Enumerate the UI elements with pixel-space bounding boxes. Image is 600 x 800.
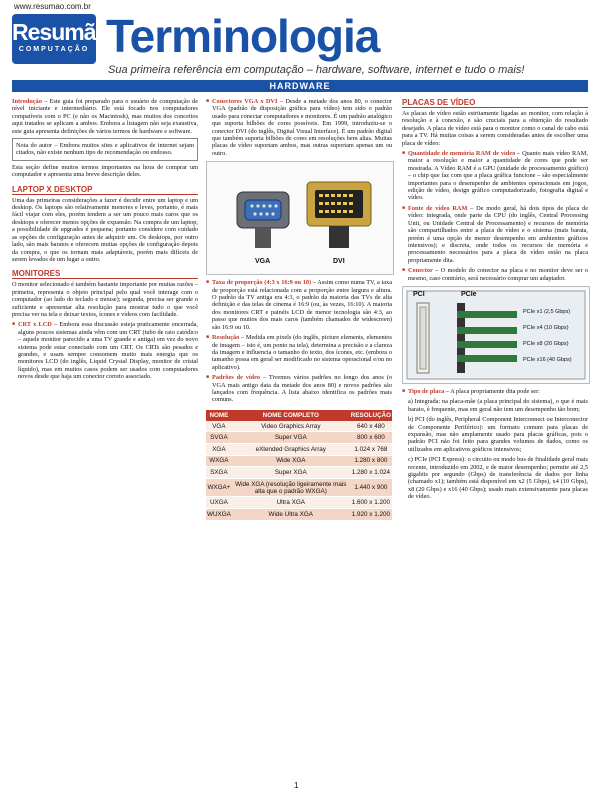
aspect-lead: Taxa de proporção (4:3 x 16:9 ou 10) <box>212 279 312 287</box>
slot-label: PCIe x4 (10 Gbps) <box>523 324 569 331</box>
connectors-image <box>206 161 394 275</box>
intro-paragraph <box>12 98 198 135</box>
card-type-lead: Tipo de placa <box>408 387 445 395</box>
table-cell: 1.920 x 1.200 <box>350 508 392 520</box>
resolution-table <box>206 410 392 521</box>
standards-lead: Padrões de vídeo <box>212 374 261 382</box>
logo-sub-text: COMPUTAÇÃO <box>18 46 90 53</box>
connector-text: – O modelo do conector na placa e no monitor deve ser o mesmo, caso contrário, será necessário comprar um adaptador. <box>408 267 588 282</box>
monitors-heading: MONITORES <box>12 269 198 279</box>
table-header: RESOLUÇÃO <box>350 411 391 419</box>
table-header: NOME <box>206 410 232 421</box>
crt-text: – Embora essa discussão esteja praticamente encerrada, alguns poucos sistemas ainda vêm com um CRT (tubo de raio catódico – aquele monitor parecido a uma TV grande e antiga) em vez do novo sistema pode estar conectado com um CRT. Os CRTs são pesados e grandes, e usam sempre consomem muito mais energia que os monitores LCD (do inglês, Liquid Crystal Display, monitor de cristal líquido), mas em muitos casos podem ser usados com computadores novos desde que haja um conector correto associado. <box>18 321 198 381</box>
aspect-text: – Assim como numa TV, a taxa de proporção está relacionada com a proporção entre largura e altura. O padrão da TV antiga era 4:3, o padrão da maioria das TVs de alta definição e das telas de cinema é 16:9 (ou, às vezes, 16:10). A maioria dos monitores CRT e painéis LCD de menor tecnologia são 4:3, ao passo que muitos dos mais caros (também chamados de widescreen) são 16:9 ou 10. <box>212 279 392 331</box>
pcie-label: PCIe <box>461 290 477 298</box>
table-cell: WUXGA <box>206 508 232 520</box>
pci-slots-illustration <box>403 287 589 383</box>
dvi-label: DVI <box>333 258 345 266</box>
section-bar: HARDWARE <box>12 80 588 92</box>
table-row <box>206 508 392 520</box>
laptop-heading: LAPTOP X DESKTOP <box>12 185 198 195</box>
table-cell: 1.280 x 1.024 <box>350 467 392 479</box>
slot-label: PCIe x1 (2,5 Gbps) <box>523 308 571 315</box>
video-cards-paragraph: As placas de vídeo estão estritamente ligadas ao monitor, com relação à resolução e à conexão, e são cruciais para a obtenção do resultado desejado. A placa de vídeo está para o monitor como o canal de cabo está para a TV. Há muitas coisas a serem consideradas antes de escolher uma placa de vídeo: <box>402 110 588 147</box>
column-3 <box>402 98 588 504</box>
card-type-a: a) Integrada: na placa-mãe (a placa principal do sistema), o que é mais barato, é frequente, mas em geral não tem um desempenho tão bom; <box>408 398 588 413</box>
vram-source-text: – De modo geral, há dois tipos de placa de vídeo: integrada, onde parte da CPU (do inglês, Central Processing Unit, ou Unidade Central de Processamento) e recursos de memória são compartilhados entre a placa de vídeo e o sistema (mais barata, porém é uma opção de menor desempenho em ambientes gráficos intensivos); e discreta, onde todos os recursos de memória e processamento necessários para a placa de vídeo estão na placa propriamente dita. <box>408 204 589 264</box>
connectors-lead: Conectores VGA x DVI <box>212 98 278 105</box>
site-url: www.resumao.com.br <box>14 2 91 11</box>
table-header: NOME COMPLETO <box>232 410 350 421</box>
table-row <box>206 421 392 432</box>
table-cell: VGA <box>206 421 232 432</box>
laptop-paragraph: Uma das primeiras considerações a fazer é decidir entre um laptop e um desktop. Os laptops são relativamente menores e leves, portanto, é mais fácil viajar com eles, porém tendem a ser um pouco mais caros que os desktops e oferecer menos opções de expansão. Na compra de um laptop, a possibilidade de upgrades é pequena; portanto considere com cuidado as opções de configuração antes de adquirir um. Os desktops, por outro lado, são mais baratos e oferecem muitas opções de configuração depois da compra, o que os tornam mais adaptáveis, porém mais difíceis de serem levados de um lugar a outro. <box>12 196 198 263</box>
table-cell: 800 x 600 <box>350 432 392 444</box>
logo-main-text: Resumão <box>12 19 109 45</box>
table-cell: Wide Ultra XGA <box>232 508 350 520</box>
table-cell: Ultra XGA <box>232 497 350 509</box>
table-row <box>206 455 392 467</box>
resolution-item <box>206 334 392 371</box>
table-cell: 1.440 x 900 <box>350 478 392 497</box>
table-header-row <box>206 410 392 421</box>
monitors-paragraph: O monitor selecionado é também bastante importante por muitas razões – primeira, representa o objeto principal pelo qual você interage com o computador (ao lado do teclado e mouse); segunda, precisa ser grande o suficiente e apresentar alta resolução para mostrar tudo o que você precisa ver na tela e deixar textos, ícones e vídeos com facilidade. <box>12 281 198 318</box>
standards-item <box>206 374 392 404</box>
table-cell: Wide XGA <box>232 455 350 467</box>
table-cell: 1.280 x 800 <box>350 455 392 467</box>
table-cell: Super XGA <box>232 467 350 479</box>
aspect-item <box>206 279 392 331</box>
vram-source-lead: Fonte de vídeo RAM <box>408 204 468 212</box>
table-cell: SVGA <box>206 432 232 444</box>
crt-item <box>12 321 198 380</box>
vram-item <box>402 150 588 202</box>
column-1 <box>12 98 198 384</box>
slot-label: PCIe x16 (40 Gbps) <box>523 356 572 363</box>
page-subtitle: Sua primeira referência em computação – hardware, software, internet e tudo o mais! <box>108 64 525 76</box>
table-cell: XGA <box>206 443 232 455</box>
slot-label: PCIe x8 (20 Gbps) <box>523 340 569 347</box>
table-cell: Super VGA <box>232 432 350 444</box>
table-cell: eXtended Graphics Array <box>232 443 350 455</box>
table-cell: Wide XGA (resolução ligeiramente mais alta que o padrão WXGA) <box>232 478 350 497</box>
card-type-c: c) PCIe (PCI Express): o circuito ou modo bus de finalidade geral mais recente, introduzido em 2002, e de maior desempenho; permite até 2,5 gigabits por segundo (Gbps) de transferência de dados por linha (chamado x1); também está disponível em x2 (5 Gbps), x4 (10 Gbps), x8 (20 Gbps) e x16 (40 Gbps); usado mais extensivamente para placas de vídeo. <box>408 456 588 501</box>
table-cell: WXGA+ <box>206 478 232 497</box>
table-row <box>206 443 392 455</box>
column-2 <box>206 98 392 521</box>
video-cards-heading: PLACAS DE VÍDEO <box>402 98 588 108</box>
author-note: Nota do autor – Embora muitos sites e aplicativos de internet sejam citados, não existe nenhum tipo de recomendação ou endosso. <box>12 138 198 161</box>
table-row <box>206 432 392 444</box>
intro-text: – Este guia foi preparado para o usuário de computação de nível iniciante e intermediário. Ele está focado nos computadores compatíveis com o PC (e não os Macintosh), mas muitos dos conceitos aqui tratados se aplicam a ambos. Embora a listagem não seja exaustiva, este guia apresenta definições de vários termos de hardware e software. <box>12 98 198 135</box>
table-cell: 1.024 x 768 <box>350 443 392 455</box>
connectors-text: – Desde a metade dos anos 80, o conector VGA (padrão de disposição gráfica para vídeo) tem sido o padrão usado para conectar computadores e monitores. É um padrão analógico que suporta bilhões de cores possíveis. Em 1999, introduziu-se o conector DVI (do inglês, Digital Visual Interface). É um padrão digital que também suporta bilhões de cores em resoluções bem altas. Muitas placas de vídeo suportam ambos, mas outras suportam apenas um ou outro. <box>212 98 392 157</box>
card-type-b: b) PCI (do inglês, Peripheral Component Interconnect ou Interconector de Componente Periférico): um formato comum para placas de expansão, mas não amplamente usado para placas gráficas, pois o padrão PCI não foi feito para grandes volumes de dados, como os utilizados em aplicativos gráficos intensivos; <box>408 416 588 453</box>
table-row <box>206 467 392 479</box>
table-row <box>206 497 392 509</box>
card-type-item <box>402 388 588 395</box>
page-number: 1 <box>294 781 299 790</box>
vga-label: VGA <box>255 258 271 266</box>
resolution-lead: Resolução <box>212 334 240 342</box>
vga-dvi-illustration <box>207 162 393 274</box>
table-cell: UXGA <box>206 497 232 509</box>
vram-source-item <box>402 205 588 264</box>
connector-lead: Conector <box>408 267 433 275</box>
table-row <box>206 478 392 497</box>
pci-label: PCI <box>413 290 425 298</box>
crt-lead: CRT x LCD <box>18 321 52 329</box>
resolution-text: – Medida em pixels (do inglês, picture elements, elementos de imagem – isto é, um ponto na tela), determina a precisão e a clareza da imagem e influencia o tamanho do texto, dos ícones, etc. (embora o tamanho possa em geral ser modificado no sistema operacional e/ou no aplicativo). <box>212 334 392 371</box>
standards-text: – Tivemos vários padrões no longo dos anos (o VGA mais antigo data da metade dos anos 80) e novos padrões são lançados com frequência. A lista abaixo identifica os padrões mais comuns. <box>212 374 392 404</box>
table-cell: Video Graphics Array <box>232 421 350 432</box>
page-title: Terminologia <box>106 10 380 62</box>
vram-lead: Quantidade de memória RAM de vídeo <box>408 150 516 158</box>
table-cell: SXGA <box>206 467 232 479</box>
table-cell: WXGA <box>206 455 232 467</box>
intro-lead: Introdução <box>12 98 42 105</box>
table-cell: 640 x 480 <box>350 421 392 432</box>
intro2-paragraph: Esta seção define muitos termos importantes na hora de comprar um computador e apresenta uma breve descrição deles. <box>12 163 198 179</box>
vram-text: – Quanto mais vídeo RAM, maior a resolução e maior a quantidade de cores que pode ser mostrada. A Vídeo RAM é a GPU (unidade de processamento gráfico) – o chip que faz com que a placa gráfica funcione – são especialmente importantes para o desempenho de ambientes operacionais em jogos, edição de vídeo, design gráfico computadorizado, fotografia digital e vídeo. <box>408 150 588 202</box>
resumao-logo <box>12 14 109 64</box>
connector-item <box>402 267 588 282</box>
pci-slots-image <box>402 286 590 384</box>
card-type-text: – A placa propriamente dita pode ser: <box>444 387 540 395</box>
connectors-item <box>206 98 392 157</box>
table-cell: 1.600 x 1.200 <box>350 497 392 509</box>
